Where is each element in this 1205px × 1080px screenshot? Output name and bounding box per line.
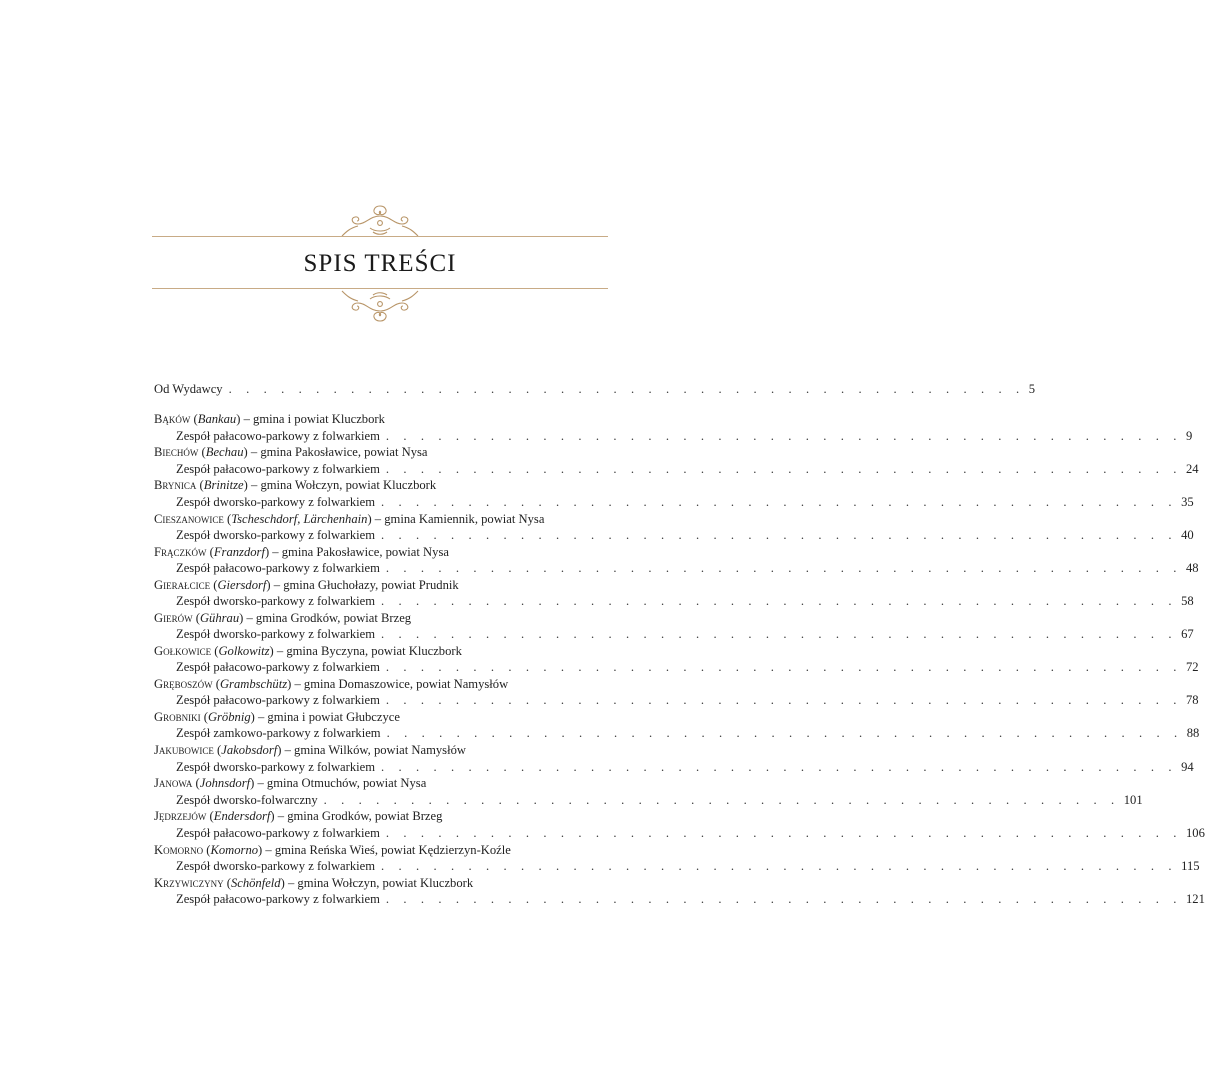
- toc-german-name: Endersdorf: [213, 809, 271, 824]
- toc-entry-heading: Frączków (Franzdorf) – gmina Pakosławice, powiat Nysa: [154, 544, 449, 559]
- dot-leader: . . . . . . . . . . . . . . . . . . . . . . . . . . . . . . . . . . . . . . . . . . . . . .: [385, 891, 1182, 906]
- toc-sub-label: Zespół pałacowo-parkowy z folwarkiem: [176, 825, 380, 840]
- toc-entry-subtitle: [154, 825, 1205, 841]
- toc-entry-subtitle: [154, 560, 1199, 576]
- flourish-ornament-icon: [340, 289, 420, 325]
- toc-location: – gmina Wołczyn, powiat Kluczbork: [284, 875, 474, 890]
- toc-entry-heading: Komorno (Komorno) – gmina Reńska Wieś, powiat Kędzierzyn-Koźle: [154, 842, 511, 857]
- toc-header: [152, 200, 608, 325]
- toc-sub-label: Zespół dworsko-parkowy z folwarkiem: [176, 594, 375, 609]
- toc-page-number: 9: [1185, 428, 1193, 443]
- dot-leader: . . . . . . . . . . . . . . . . . . . . . . . . . . . . . . . . . . . . . . . . . . . . . .: [381, 858, 1178, 873]
- dot-leader: . . . . . . . . . . . . . . . . . . . . . . . . . . . . . . . . . . . . . . . . . . . . . .: [386, 726, 1183, 741]
- toc-place-name: Krzywiczyny: [154, 875, 224, 890]
- toc-german-name: Franzdorf: [213, 544, 265, 559]
- toc-place-name: Jakubowice: [154, 743, 214, 758]
- dot-leader: . . . . . . . . . . . . . . . . . . . . . . . . . . . . . . . . . . . . . . . . . . . . . .: [385, 560, 1182, 575]
- toc-sub-label: Zespół dworsko-parkowy z folwarkiem: [176, 494, 375, 509]
- toc-entry-subtitle: [154, 792, 1143, 808]
- toc-page-number: 58: [1181, 594, 1194, 609]
- toc-entry[interactable]: [154, 709, 1200, 742]
- toc-location: – gmina Domaszowice, powiat Namysłów: [291, 677, 509, 692]
- toc-place-name: Brynica: [154, 478, 197, 493]
- toc-entry-heading: Gierów (Gührau) – gmina Grodków, powiat Brzeg: [154, 610, 412, 625]
- toc-entry-heading: Bąków (Bankau) – gmina i powiat Kluczbork: [154, 412, 385, 427]
- toc-sub-label: Zespół pałacowo-parkowy z folwarkiem: [176, 560, 380, 575]
- dot-leader: . . . . . . . . . . . . . . . . . . . . . . . . . . . . . . . . . . . . . . . . . . . . . .: [385, 660, 1182, 675]
- dot-leader: . . . . . . . . . . . . . . . . . . . . . . . . . . . . . . . . . . . . . . . . . . . . . .: [385, 825, 1182, 840]
- toc-german-name: Grambschütz: [219, 677, 288, 692]
- dot-leader: . . . . . . . . . . . . . . . . . . . . . . . . . . . . . . . . . . . . . . . . . . . . . .: [228, 382, 1025, 396]
- toc-entry-heading: Janowa (Johnsdorf) – gmina Otmuchów, powiat Nysa: [154, 776, 427, 791]
- toc-place-name: Komorno: [154, 842, 204, 857]
- toc-entry[interactable]: [154, 875, 1205, 908]
- toc-entry-subtitle: [154, 593, 1194, 609]
- toc-place-name: Gręboszów: [154, 677, 213, 692]
- toc-entry[interactable]: [154, 808, 1205, 841]
- toc-entry-subtitle: [154, 858, 1200, 874]
- toc-entry[interactable]: [154, 511, 1194, 544]
- toc-entry-heading: Jakubowice (Jakobsdorf) – gmina Wilków, powiat Namysłów: [154, 743, 466, 758]
- toc-sub-label: Zespół dworsko-parkowy z folwarkiem: [176, 759, 375, 774]
- toc-entry[interactable]: [154, 544, 1199, 577]
- toc-entry[interactable]: [154, 577, 1194, 610]
- toc-page-number: 115: [1181, 858, 1200, 873]
- toc-entry-subtitle: [154, 494, 1194, 510]
- toc-place-name: Biechów: [154, 445, 199, 460]
- toc-location: – gmina Grodków, powiat Brzeg: [274, 809, 443, 824]
- toc-entry-subtitle: [154, 759, 1194, 775]
- toc-entry-subtitle: [154, 626, 1194, 642]
- toc-entry[interactable]: [154, 411, 1193, 444]
- toc-entry[interactable]: [154, 477, 1194, 510]
- toc-place-name: Gołkowice: [154, 643, 212, 658]
- dot-leader: . . . . . . . . . . . . . . . . . . . . . . . . . . . . . . . . . . . . . . . . . . . . . .: [385, 428, 1182, 443]
- dot-leader: . . . . . . . . . . . . . . . . . . . . . . . . . . . . . . . . . . . . . . . . . . . . . .: [385, 693, 1182, 708]
- toc-sub-label: Zespół dworsko-parkowy z folwarkiem: [176, 627, 375, 642]
- toc-entries: [154, 411, 1205, 907]
- toc-entry-subtitle: [154, 527, 1194, 543]
- toc-entry[interactable]: [154, 643, 1199, 676]
- toc-place-name: Gierałcice: [154, 577, 211, 592]
- toc-location: – gmina Grodków, powiat Brzeg: [243, 610, 412, 625]
- toc-sub-label: Zespół zamkowo-parkowy z folwarkiem: [176, 726, 381, 741]
- toc-german-name: Tscheschdorf, Lärchenhain: [231, 511, 368, 526]
- dot-leader: . . . . . . . . . . . . . . . . . . . . . . . . . . . . . . . . . . . . . . . . . . . . . .: [381, 759, 1178, 774]
- toc-entry-heading: Brynica (Brinitze) – gmina Wołczyn, powiat Kluczbork: [154, 478, 437, 493]
- toc-sub-label: Zespół pałacowo-parkowy z folwarkiem: [176, 693, 380, 708]
- toc-place-name: Frączków: [154, 544, 207, 559]
- toc-sub-label: Zespół dworsko-folwarczny: [176, 792, 318, 807]
- toc-entry-heading: Biechów (Bechau) – gmina Pakosławice, powiat Nysa: [154, 445, 428, 460]
- toc-page-number: 5: [1028, 382, 1036, 396]
- toc-place-name: Janowa: [154, 776, 193, 791]
- toc-page-number: 72: [1185, 660, 1199, 675]
- toc-entry-subtitle: [154, 461, 1199, 477]
- toc-entry-subtitle: [154, 692, 1199, 708]
- toc-german-name: Golkowitz: [218, 643, 270, 658]
- toc-sub-label: Zespół pałacowo-parkowy z folwarkiem: [176, 428, 380, 443]
- toc-entry-subtitle: [154, 891, 1205, 907]
- toc-entry-heading: Cieszanowice (Tscheschdorf, Lärchenhain) – gmina Kamiennik, powiat Nysa: [154, 511, 545, 526]
- toc-entry-heading: Grobniki (Gröbnig) – gmina i powiat Głubczyce: [154, 710, 400, 725]
- toc-page-number: 121: [1185, 891, 1205, 906]
- toc-entry-heading: Gołkowice (Golkowitz) – gmina Byczyna, powiat Kluczbork: [154, 643, 462, 658]
- toc-entry-heading: Krzywiczyny (Schönfeld) – gmina Wołczyn, powiat Kluczbork: [154, 875, 474, 890]
- toc-location: – gmina Byczyna, powiat Kluczbork: [273, 643, 462, 658]
- toc-sub-label: Zespół pałacowo-parkowy z folwarkiem: [176, 891, 380, 906]
- toc-location: – gmina Pakosławice, powiat Nysa: [269, 544, 449, 559]
- toc-entry[interactable]: [154, 842, 1200, 875]
- toc-intro-entry[interactable]: [154, 381, 1036, 397]
- dot-leader: . . . . . . . . . . . . . . . . . . . . . . . . . . . . . . . . . . . . . . . . . . . . . .: [323, 792, 1120, 807]
- toc-page-number: 101: [1123, 792, 1143, 807]
- toc-german-name: Jakobsdorf: [221, 743, 278, 758]
- toc-page-number: 48: [1185, 560, 1199, 575]
- dot-leader: . . . . . . . . . . . . . . . . . . . . . . . . . . . . . . . . . . . . . . . . . . . . . .: [381, 627, 1178, 642]
- toc-german-name: Gröbnig: [207, 710, 251, 725]
- toc-location: – gmina i powiat Kluczbork: [240, 412, 385, 427]
- toc-location: – gmina Otmuchów, powiat Nysa: [254, 776, 427, 791]
- toc-location: – gmina Kamiennik, powiat Nysa: [371, 511, 545, 526]
- toc-place-name: Bąków: [154, 412, 191, 427]
- toc-entry-heading: Jędrzejów (Endersdorf) – gmina Grodków, powiat Brzeg: [154, 809, 443, 824]
- toc-sub-label: Zespół dworsko-parkowy z folwarkiem: [176, 527, 375, 542]
- toc-german-name: Schönfeld: [230, 875, 281, 890]
- toc-page-number: 35: [1181, 494, 1194, 509]
- toc-page-number: 88: [1186, 726, 1200, 741]
- toc-location: – gmina Wilków, powiat Namysłów: [281, 743, 466, 758]
- toc-entry[interactable]: [154, 610, 1194, 643]
- toc-german-name: Johnsdorf: [199, 776, 251, 791]
- toc-intro-label: Od Wydawcy: [154, 382, 223, 396]
- toc-entry[interactable]: [154, 676, 1199, 709]
- toc-entry-subtitle: [154, 725, 1200, 741]
- toc-place-name: Jędrzejów: [154, 809, 207, 824]
- top-rule: [152, 236, 608, 237]
- toc-german-name: Giersdorf: [217, 577, 267, 592]
- toc-entry[interactable]: [154, 742, 1194, 775]
- toc-location: – gmina Wołczyn, powiat Kluczbork: [247, 478, 437, 493]
- toc-place-name: Grobniki: [154, 710, 201, 725]
- toc-location: – gmina Reńska Wieś, powiat Kędzierzyn-Koźle: [262, 842, 511, 857]
- toc-german-name: Gührau: [199, 610, 240, 625]
- toc-sub-label: Zespół pałacowo-parkowy z folwarkiem: [176, 461, 380, 476]
- toc-sub-label: Zespół dworsko-parkowy z folwarkiem: [176, 858, 375, 873]
- dot-leader: . . . . . . . . . . . . . . . . . . . . . . . . . . . . . . . . . . . . . . . . . . . . . .: [385, 461, 1182, 476]
- toc-page-number: 106: [1185, 825, 1205, 840]
- toc-page-number: 24: [1185, 461, 1199, 476]
- toc-place-name: Cieszanowice: [154, 511, 224, 526]
- toc-location: – gmina Pakosławice, powiat Nysa: [247, 445, 428, 460]
- toc-entry-heading: Gręboszów (Grambschütz) – gmina Domaszowice, powiat Namysłów: [154, 677, 509, 692]
- toc-page-number: 94: [1181, 759, 1194, 774]
- toc-place-name: Gierów: [154, 610, 193, 625]
- toc-entry-heading: Gierałcice (Giersdorf) – gmina Głuchołazy, powiat Prudnik: [154, 577, 459, 592]
- toc-page-number: 40: [1181, 527, 1194, 542]
- toc-german-name: Brinitze: [203, 478, 244, 493]
- toc-german-name: Komorno: [210, 842, 259, 857]
- toc-entry[interactable]: [154, 444, 1199, 477]
- toc-entry-subtitle: [154, 428, 1193, 444]
- dot-leader: . . . . . . . . . . . . . . . . . . . . . . . . . . . . . . . . . . . . . . . . . . . . . .: [381, 494, 1178, 509]
- toc-entry-subtitle: [154, 659, 1199, 675]
- dot-leader: . . . . . . . . . . . . . . . . . . . . . . . . . . . . . . . . . . . . . . . . . . . . . .: [381, 594, 1178, 609]
- toc-entry[interactable]: [154, 775, 1143, 808]
- page-title: SPIS TREŚCI: [303, 250, 457, 277]
- flourish-ornament-icon: [340, 202, 420, 238]
- toc-german-name: Bankau: [197, 412, 237, 427]
- toc-sub-label: Zespół pałacowo-parkowy z folwarkiem: [176, 660, 380, 675]
- toc-german-name: Bechau: [205, 445, 244, 460]
- toc-page-number: 78: [1185, 693, 1199, 708]
- table-of-contents: [154, 381, 1205, 908]
- toc-location: – gmina i powiat Głubczyce: [254, 710, 400, 725]
- toc-page-number: 67: [1181, 627, 1194, 642]
- dot-leader: . . . . . . . . . . . . . . . . . . . . . . . . . . . . . . . . . . . . . . . . . . . . . .: [381, 527, 1178, 542]
- toc-location: – gmina Głuchołazy, powiat Prudnik: [270, 577, 459, 592]
